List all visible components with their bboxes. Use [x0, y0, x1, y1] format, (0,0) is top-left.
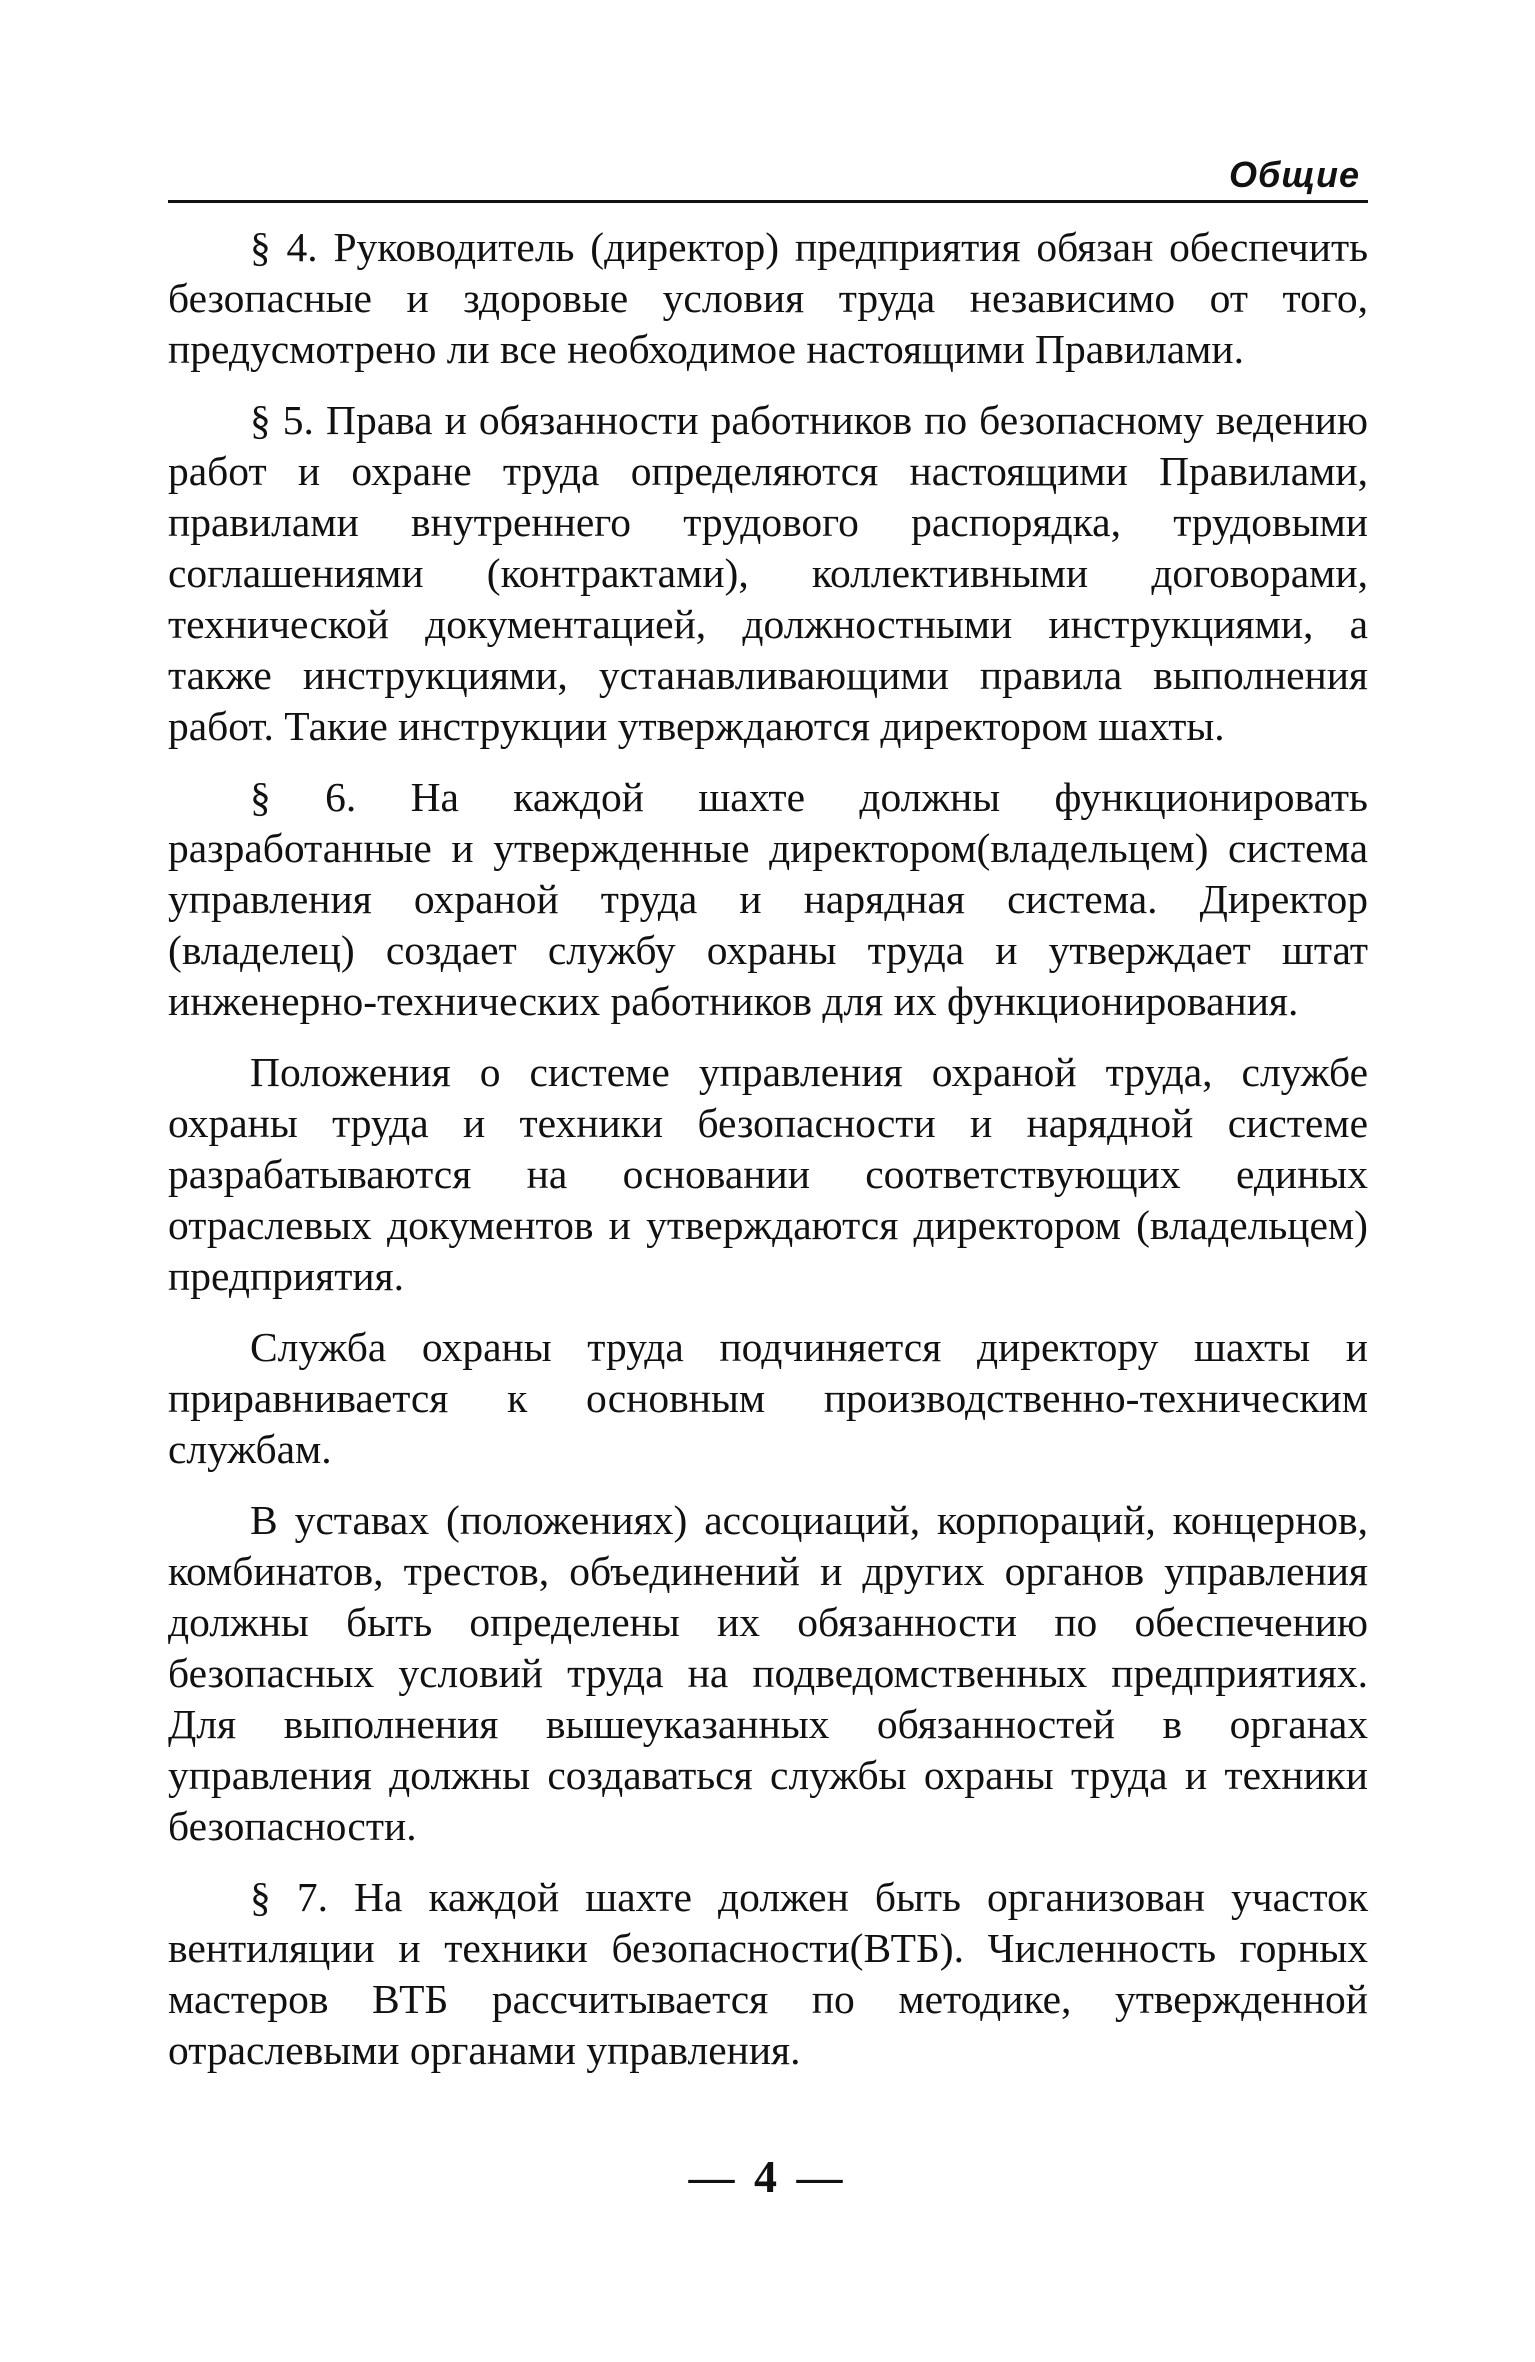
running-head	[168, 150, 1368, 203]
page-number: — 4 —	[688, 2151, 847, 2202]
paragraph-section-5: § 5. Права и обязанности работников по безопасному ведению работ и охране труда определяются настоящими Правилами, правилами внутреннего трудового распорядка, трудовыми соглашениями (контрактами), коллективными договорами, технической документацией, должностными инструкциями, а также инструкциями, устанавливающими правила выполнения работ. Такие инструкции утверждаются директором шахты.	[168, 397, 1368, 749]
paragraph-charters: В уставах (положениях) ассоциаций, корпораций, концернов, комбинатов, трестов, объединений и других органов управления должны быть определены их обязанности по обеспечению безопасных условий труда на подведомственных предприятиях. Для выполнения вышеуказанных обязанностей в органах управления должны создаваться службы охраны труда и техники безопасности.	[168, 1497, 1368, 1849]
paragraph-section-7: § 7. На каждой шахте должен быть организован участок вентиляции и техники безопасности(ВТБ). Численность горных мастеров ВТБ рассчитывается по методике, утвержденной отраслевыми органами управления.	[168, 1874, 1368, 2073]
paragraph-safety-service: Служба охраны труда подчиняется директору шахты и приравнивается к основным производственно-техническим службам.	[168, 1324, 1368, 1472]
running-head-title: Общие	[1229, 154, 1360, 195]
paragraph-section-4: § 4. Руководитель (директор) предприятия обязан обеспечить безопасные и здоровые условия труда независимо от того, предусмотрено ли все необходимое настоящими Правилами.	[168, 224, 1368, 372]
paragraph-section-6: § 6. На каждой шахте должны функционировать разработанные и утвержденные директором(владельцем) система управления охраной труда и нарядная система. Директор (владелец) создает службу охраны труда и утверждает штат инженерно-технических работников для их функционирования.	[168, 774, 1368, 1024]
body-text	[168, 222, 1368, 2096]
paragraph-regulations: Положения о системе управления охраной труда, службе охраны труда и техники безопасности и нарядной системе разрабатываются на основании соответствующих единых отраслевых документов и утверждаются директором (владельцем) предприятия.	[168, 1049, 1368, 1299]
